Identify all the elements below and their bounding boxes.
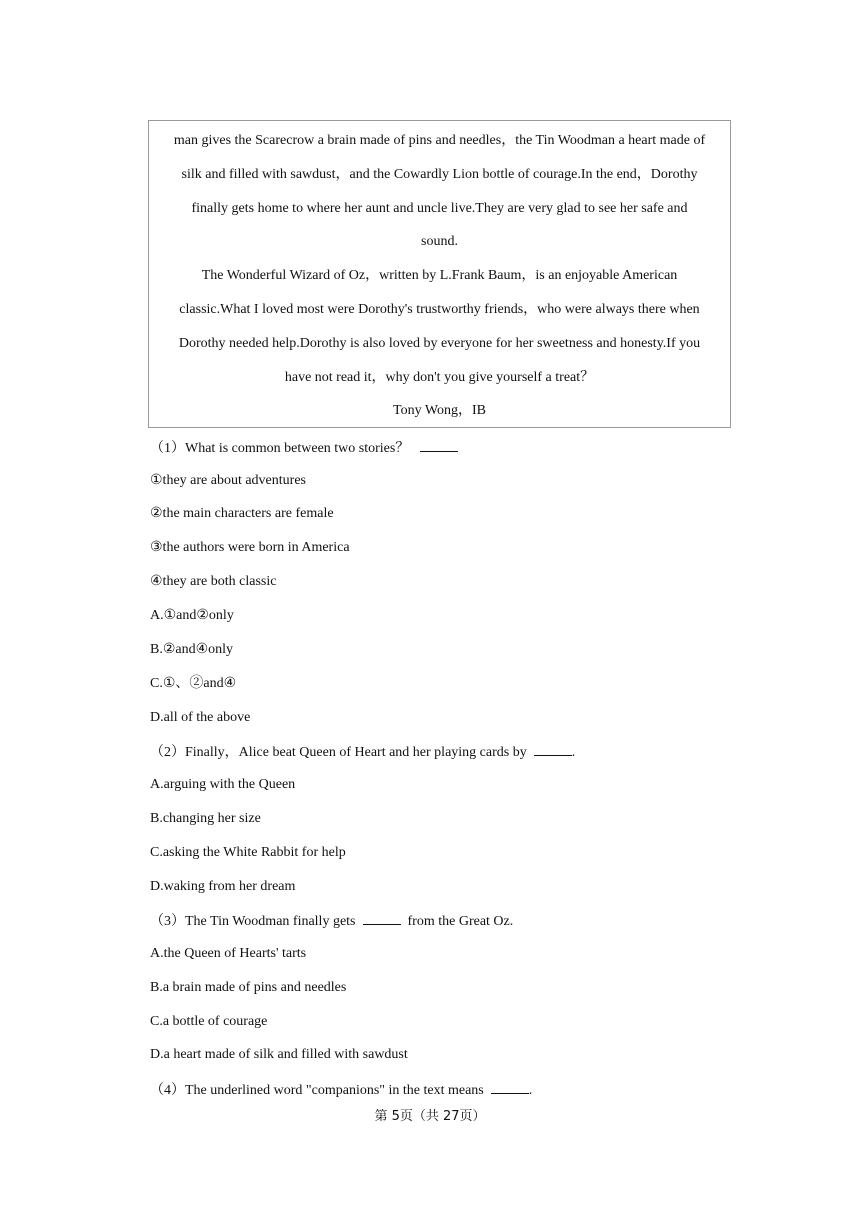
option-d: D.all of the above (150, 710, 251, 725)
answer-blank (491, 1079, 529, 1094)
option-c: C.asking the White Rabbit for help (150, 845, 346, 860)
option-a: A.①and②only (150, 608, 234, 623)
passage-line: man gives the Scarecrow a brain made of pins and needles，the Tin Woodman a heart made of (173, 133, 706, 148)
statement-item: ③the authors were born in America (150, 540, 350, 555)
question-2-prompt (150, 741, 575, 763)
option-b: B.a brain made of pins and needles (150, 980, 347, 995)
statement-item: ①they are about adventures (150, 473, 306, 488)
answer-blank (534, 741, 572, 756)
passage-signature: Tony Wong，IB (393, 403, 486, 418)
option-c: C.a bottle of courage (150, 1014, 268, 1029)
passage-line: silk and filled with sawdust，and the Cowardly Lion bottle of courage.In the end，Dorothy (181, 167, 698, 182)
passage-line: finally gets home to where her aunt and uncle live.They are very glad to see her safe and (191, 201, 688, 216)
option-c: C.①、②and④ (150, 676, 237, 691)
statement-item: ④they are both classic (150, 574, 277, 589)
question-1-prompt (150, 437, 458, 459)
option-d: D.a heart made of silk and filled with sawdust (150, 1047, 408, 1062)
passage-line: have not read it，why don't you give yourself a treat？ (284, 370, 595, 385)
passage-line: sound. (421, 234, 458, 249)
question-4-text: （4）The underlined word "companions" in the text means (150, 1083, 484, 1098)
page-footer: 第 5页（共 27页） (374, 1109, 486, 1124)
passage-line: classic.What I loved most were Dorothy's trustworthy friends，who were always there when (179, 302, 700, 317)
question-3-end: from the Great Oz. (407, 914, 514, 929)
option-a: A.arguing with the Queen (150, 777, 296, 792)
question-3-text: （3）The Tin Woodman finally gets (150, 914, 356, 929)
passage-box (148, 120, 731, 428)
passage-line: The Wonderful Wizard of Oz，written by L.Frank Baum，is an enjoyable American (201, 268, 678, 283)
option-b: B.changing her size (150, 811, 261, 826)
answer-blank (363, 910, 401, 925)
question-1-text: （1）What is common between two stories？ (150, 441, 410, 456)
question-2-text: （2）Finally，Alice beat Queen of Heart and her playing cards by (150, 745, 527, 760)
passage-line: Dorothy needed help.Dorothy is also loved by everyone for her sweetness and honesty.If you (178, 336, 701, 351)
question-2-end: . (571, 745, 576, 760)
answer-blank (420, 437, 458, 452)
option-a: A.the Queen of Hearts' tarts (150, 946, 307, 961)
question-4-end: . (528, 1083, 533, 1098)
statement-item: ②the main characters are female (150, 506, 334, 521)
question-3-prompt (150, 910, 513, 932)
question-4-prompt (150, 1079, 532, 1101)
option-b: B.②and④only (150, 642, 234, 657)
option-d: D.waking from her dream (150, 879, 296, 894)
